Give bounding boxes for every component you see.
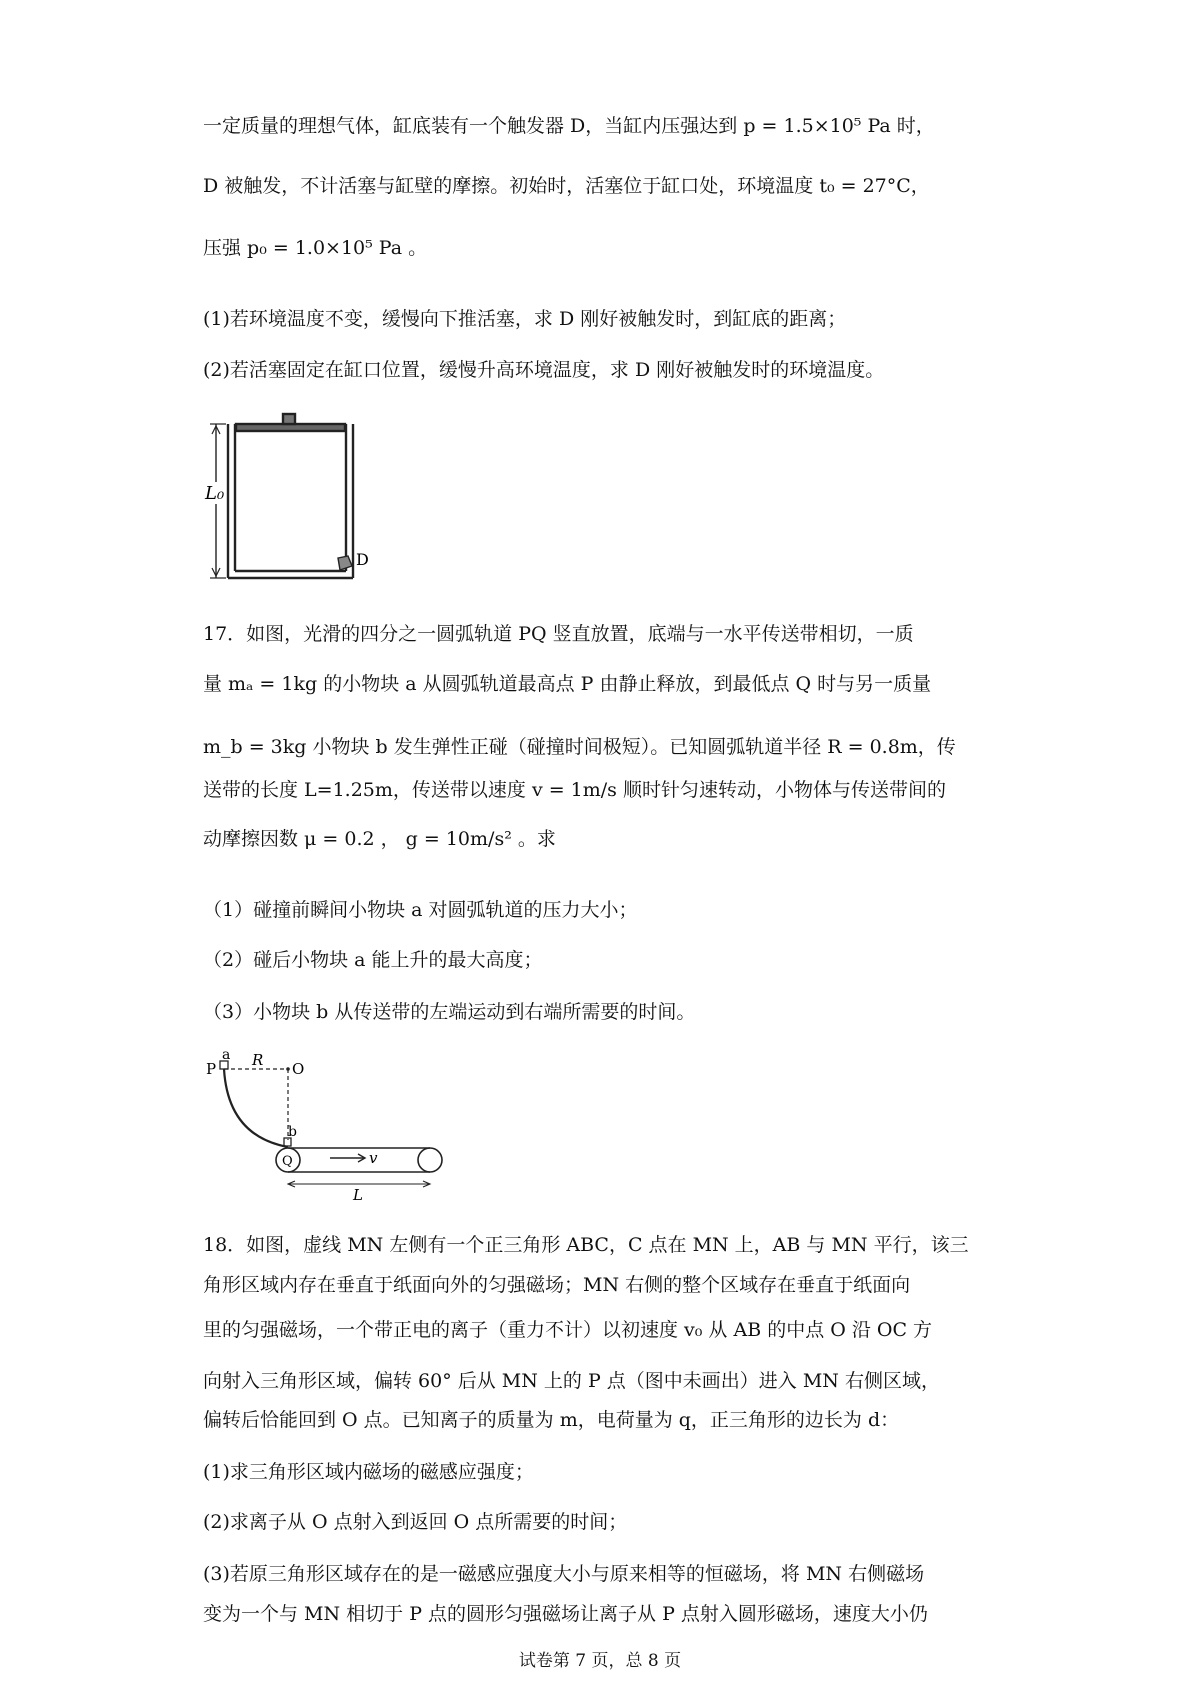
fig2-point-a: a (222, 1047, 231, 1063)
fig2-point-o: O (292, 1060, 305, 1078)
cylinder-figure (200, 408, 380, 583)
question16-part2: (2)若活塞固定在缸口位置，缓慢升高环境温度，求 D 刚好被触发时的环境温度。 (203, 359, 885, 381)
fig1-length-label: L₀ (205, 483, 225, 504)
fig2-velocity-label: v (369, 1149, 378, 1167)
question17-line-3: m_b = 3kg 小物块 b 发生弹性正碰（碰撞时间极短）。已知圆弧轨道半径 R = 0.8m，传 (203, 736, 956, 758)
text-line-2: D 被触发，不计活塞与缸壁的摩擦。初始时，活塞位于缸口处，环境温度 t₀ = 27°C， (203, 175, 930, 197)
fig2-length-label: L (353, 1186, 363, 1204)
track-conveyor-figure (200, 1047, 450, 1204)
question18-line-5: 偏转后恰能回到 O 点。已知离子的质量为 m，电荷量为 q，正三角形的边长为 d： (203, 1409, 900, 1431)
text-line-1: 一定质量的理想气体，缸底装有一个触发器 D，当缸内压强达到 p = 1.5×10⁵ Pa 时， (203, 115, 935, 137)
fig2-point-q: Q (282, 1154, 293, 1169)
question18-part2: (2)求离子从 O 点射入到返回 O 点所需要的时间； (203, 1511, 628, 1533)
question18-line-3: 里的匀强磁场，一个带正电的离子（重力不计）以初速度 v₀ 从 AB 的中点 O 沿 OC 方 (203, 1319, 933, 1341)
question17-line-1: 17．如图，光滑的四分之一圆弧轨道 PQ 竖直放置，底端与一水平传送带相切，一质 (203, 623, 914, 645)
question17-line-5: 动摩擦因数 μ = 0.2 ， g = 10m/s² 。求 (203, 828, 556, 850)
fig2-radius-label: R (252, 1051, 264, 1069)
question18-part1: (1)求三角形区域内磁场的磁感应强度； (203, 1461, 534, 1483)
question17-part1: （1）碰撞前瞬间小物块 a 对圆弧轨道的压力大小； (203, 899, 638, 921)
question18-line-4: 向射入三角形区域，偏转 60° 后从 MN 上的 P 点（图中未画出）进入 MN 右侧区域， (203, 1370, 940, 1392)
text-line-3: 压强 p₀ = 1.0×10⁵ Pa 。 (203, 237, 428, 259)
fig1-trigger-label: D (356, 550, 369, 569)
question17-part3: （3）小物块 b 从传送带的左端运动到右端所需要的时间。 (203, 1001, 696, 1023)
question17-part2: （2）碰后小物块 a 能上升的最大高度； (203, 949, 543, 971)
fig2-point-b: b (288, 1124, 297, 1140)
question18-line-1: 18．如图，虚线 MN 左侧有一个正三角形 ABC，C 点在 MN 上，AB 与 MN 平行，该三 (203, 1234, 969, 1256)
question18-part3-line-2: 变为一个与 MN 相切于 P 点的圆形匀强磁场让离子从 P 点射入圆形磁场，速度大小仍 (203, 1603, 928, 1625)
question17-line-4: 送带的长度 L=1.25m，传送带以速度 v = 1m/s 顺时针匀速转动，小物体与传送带间的 (203, 779, 946, 801)
page-footer: 试卷第 7 页，总 8 页 (518, 1651, 682, 1671)
question16-part1: (1)若环境温度不变，缓慢向下推活塞，求 D 刚好被触发时，到缸底的距离； (203, 308, 847, 330)
question18-line-2: 角形区域内存在垂直于纸面向外的匀强磁场；MN 右侧的整个区域存在垂直于纸面向 (203, 1274, 911, 1296)
question18-part3-line-1: (3)若原三角形区域存在的是一磁感应强度大小与原来相等的恒磁场，将 MN 右侧磁场 (203, 1563, 925, 1585)
question17-line-2: 量 mₐ = 1kg 的小物块 a 从圆弧轨道最高点 P 由静止释放，到最低点 Q 时与另一质量 (203, 673, 932, 695)
fig2-point-p: P (206, 1060, 217, 1078)
